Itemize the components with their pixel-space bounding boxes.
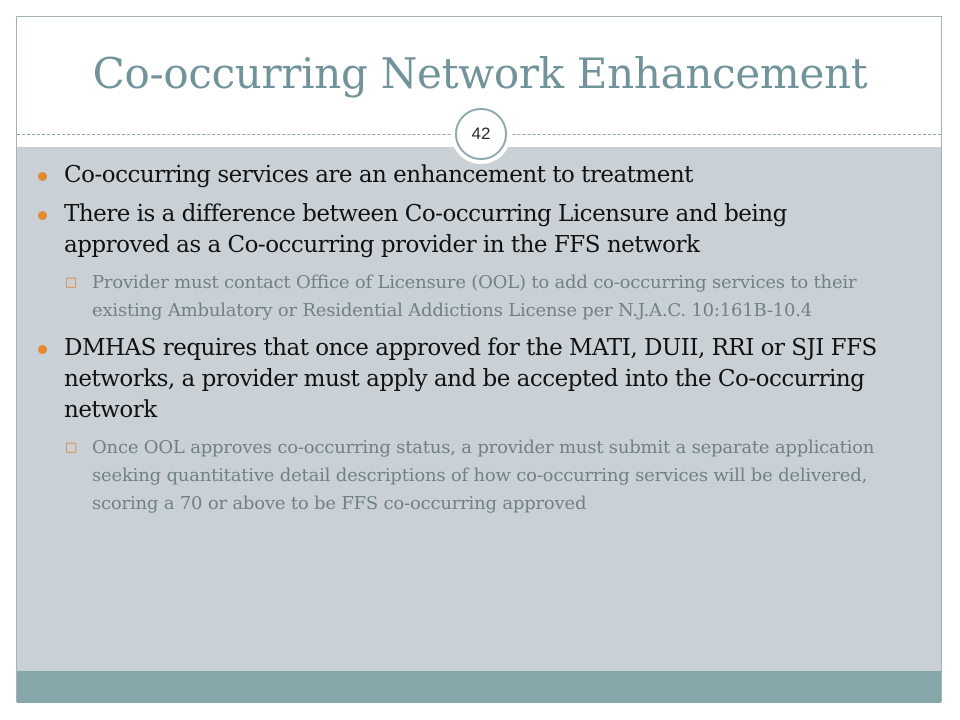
bullet-text: There is a difference between Co-occurring Licensure and being approved as a Co-occurring provider in the FFS network	[64, 201, 787, 258]
bullet-item	[36, 199, 886, 261]
bullet-item	[36, 333, 886, 426]
sub-bullet-item	[36, 434, 886, 518]
hollow-square-icon: □	[65, 440, 78, 455]
bullet-text: Co-occurring services are an enhancement to treatment	[64, 162, 693, 188]
bullet-text: DMHAS requires that once approved for the MATI, DUII, RRI or SJI FFS networks, a provider must apply and be accepted into the Co-occurring network	[64, 335, 877, 423]
bullet-list	[36, 160, 886, 526]
bullet-dot-icon	[38, 172, 47, 181]
sub-bullet-text: Provider must contact Office of Licensure (OOL) to add co-occurring services to their existing Ambulatory or Residential Addictions License per N.J.A.C. 10:161B-10.4	[92, 272, 857, 321]
bullet-dot-icon	[38, 345, 47, 354]
hollow-square-icon: □	[65, 275, 78, 290]
page-number-badge	[455, 108, 507, 160]
bullet-item	[36, 160, 886, 191]
bullet-dot-icon	[38, 211, 47, 220]
slide-title: Co-occurring Network Enhancement	[92, 49, 868, 98]
sub-bullet-text: Once OOL approves co-occurring status, a provider must submit a separate application seeking quantitative detail descriptions of how co-occurring services will be delivered, scoring a 70 or above to be FFS co-occurring approved	[92, 437, 875, 514]
footer-band	[17, 671, 941, 703]
page-number: 42	[471, 124, 491, 143]
sub-bullet-item	[36, 269, 886, 325]
